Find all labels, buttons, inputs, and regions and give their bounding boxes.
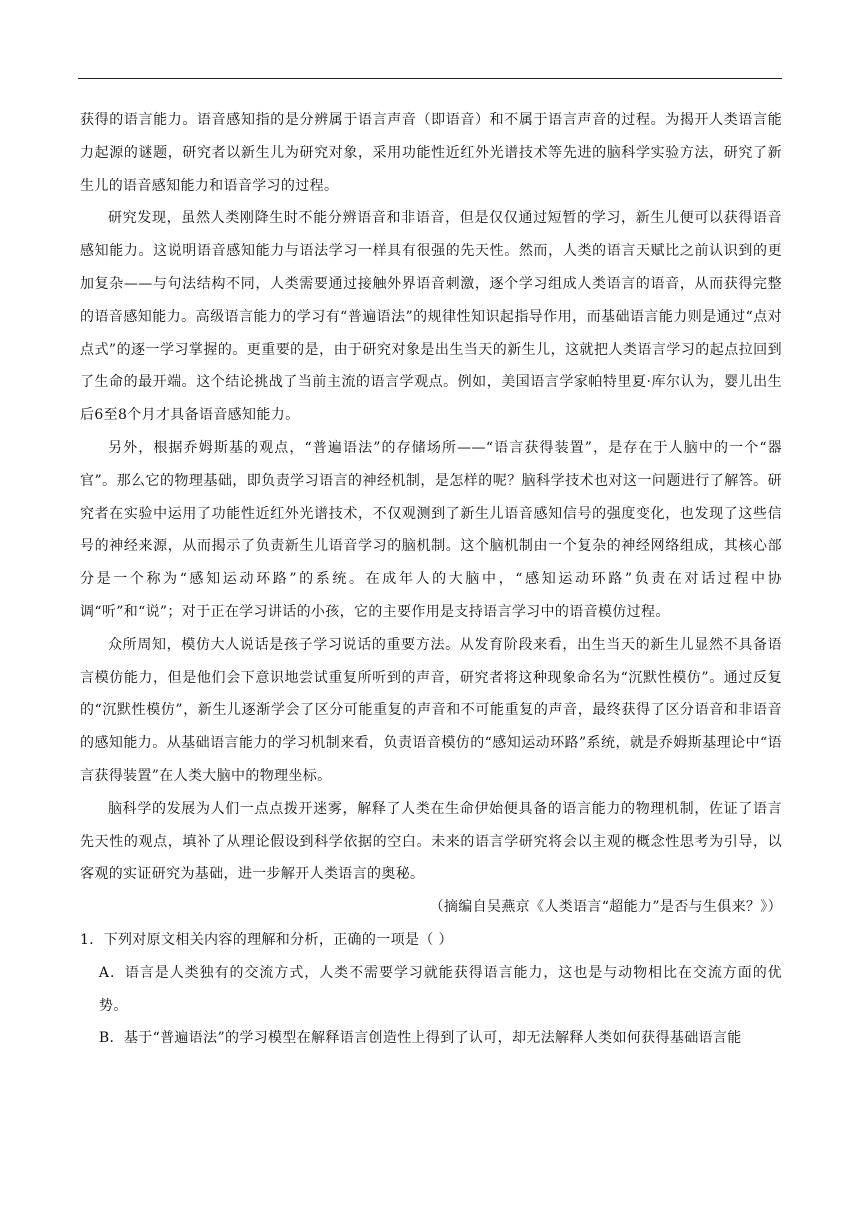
paragraph-5: 脑科学的发展为人们一点点拨开迷雾，解释了人类在生命伊始便具备的语言能力的物理机制，佐证了语言先天性的观点，填补了从理论假设到科学依据的空白。未来的语言学研究将会以主观的概念性思考为引导，以客观的实证研究为基础，进一步解开人类语言的奥秘。 bbox=[80, 800, 782, 883]
document-body bbox=[80, 104, 782, 1055]
paragraph-1: 获得的语言能力。语音感知指的是分辨属于语言声音（即语音）和不属于语言声音的过程。为揭开人类语言能力起源的谜题，研究者以新生儿为研究对象，采用功能性近红外光谱技术等先进的脑科学实验方法，研究了新生儿的语音感知能力和语音学习的过程。 bbox=[80, 112, 782, 194]
header-rule bbox=[78, 78, 782, 79]
option-a: A．语言是人类独有的交流方式，人类不需要学习就能获得语言能力，这也是与动物相比在交流方面的优势。 bbox=[98, 964, 782, 1014]
question-stem: 1．下列对原文相关内容的理解和分析，正确的一项是（ ） bbox=[80, 931, 453, 948]
source-citation: （摘编自吴燕京《人类语言“超能力”是否与生俱来？》） bbox=[429, 899, 782, 916]
paragraph-4: 众所周知，模仿大人说话是孩子学习说话的重要方法。从发育阶段来看，出生当天的新生儿显然不具备语言模仿能力，但是他们会下意识地尝试重复所听到的声音，研究者将这种现象命名为“沉默性模仿”。通过反复的“沉默性模仿”，新生儿逐渐学会了区分可能重复的声音和不可能重复的声音，最终获得了区分语音和非语音的感知能力。从基础语言能力的学习机制来看，负责语音模仿的“感知运动环路”系统，就是乔姆斯基理论中“语言获得装置”在人类大脑中的物理坐标。 bbox=[80, 636, 782, 784]
paragraph-3: 另外，根据乔姆斯基的观点，“普遍语法”的存储场所——“语言获得装置”，是存在于人脑中的一个“器官”。那么它的物理基础，即负责学习语言的神经机制，是怎样的呢？脑科学技术也对这一问题进行了解答。研究者在实验中运用了功能性近红外光谱技术，不仅观测到了新生儿语音感知信号的强度变化，也发现了这些信号的神经来源，从而揭示了负责新生儿语音学习的脑机制。这个脑机制由一个复杂的神经网络组成，其核心部分是一个称为“感知运动环路”的系统。在成年人的大脑中，“感知运动环路”负责在对话过程中协调“听”和“说”；对于正在学习讲话的小孩，它的主要作用是支持语言学习中的语音模仿过程。 bbox=[80, 439, 782, 620]
paragraph-2: 研究发现，虽然人类刚降生时不能分辨语音和非语音，但是仅仅通过短暂的学习，新生儿便可以获得语音感知能力。这说明语音感知能力与语法学习一样具有很强的先天性。然而，人类的语言天赋比之前认识到的更加复杂——与句法结构不同，人类需要通过接触外界语音刺激，逐个学习组成人类语言的语音，从而获得完整的语音感知能力。高级语言能力的学习有“普遍语法”的规律性知识起指导作用，而基础语言能力则是通过“点对点式”的逐一学习掌握的。更重要的是，由于研究对象是出生当天的新生儿，这就把人类语言学习的起点拉回到了生命的最开端。这个结论挑战了当前主流的语言学观点。例如，美国语言学家帕特里夏·库尔认为，婴儿出生后6至8个月才具备语音感知能力。 bbox=[80, 210, 782, 424]
option-b: B．基于“普遍语法”的学习模型在解释语言创造性上得到了认可，却无法解释人类如何获得基础语言能 bbox=[98, 1030, 742, 1047]
